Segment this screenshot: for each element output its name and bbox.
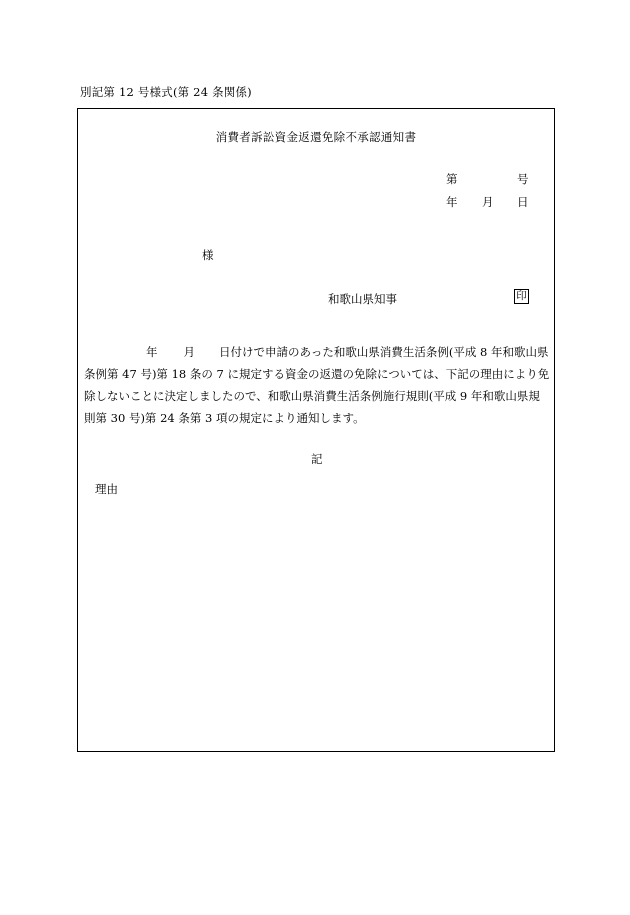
document-title: 消費者訴訟資金返還免除不承認通知書 [215, 130, 417, 144]
body-line-1 [84, 341, 550, 363]
body-line-4: 則第 30 号)第 24 条第 3 項の規定により通知します。 [84, 411, 365, 425]
issuer-name: 和歌山県知事 [328, 292, 397, 306]
number-prefix: 第 [446, 172, 458, 186]
date-month: 月 [482, 195, 494, 209]
body-line-1-text: 日付けで申請のあった和歌山県消費生活条例(平成 8 年和歌山県 [219, 345, 549, 359]
reason-label: 理由 [95, 482, 118, 496]
date-day: 日 [517, 195, 529, 209]
number-suffix: 号 [517, 172, 529, 186]
body-year: 年 [146, 345, 158, 359]
document-frame [77, 108, 555, 752]
ki-heading: 記 [311, 452, 323, 466]
date-year: 年 [446, 195, 458, 209]
form-reference: 別記第 12 号様式(第 24 条関係) [80, 85, 252, 99]
body-month: 月 [183, 345, 195, 359]
body-line-2: 条例第 47 号)第 18 条の 7 に規定する資金の返還の免除については、下記の理由により免 [84, 367, 550, 381]
body-line-3: 除しないことに決定しましたので、和歌山県消費生活条例施行規則(平成 9 年和歌山県規 [84, 389, 540, 403]
notice-body [84, 341, 550, 429]
seal-stamp: 印 [514, 289, 529, 304]
recipient-suffix: 様 [202, 248, 214, 262]
